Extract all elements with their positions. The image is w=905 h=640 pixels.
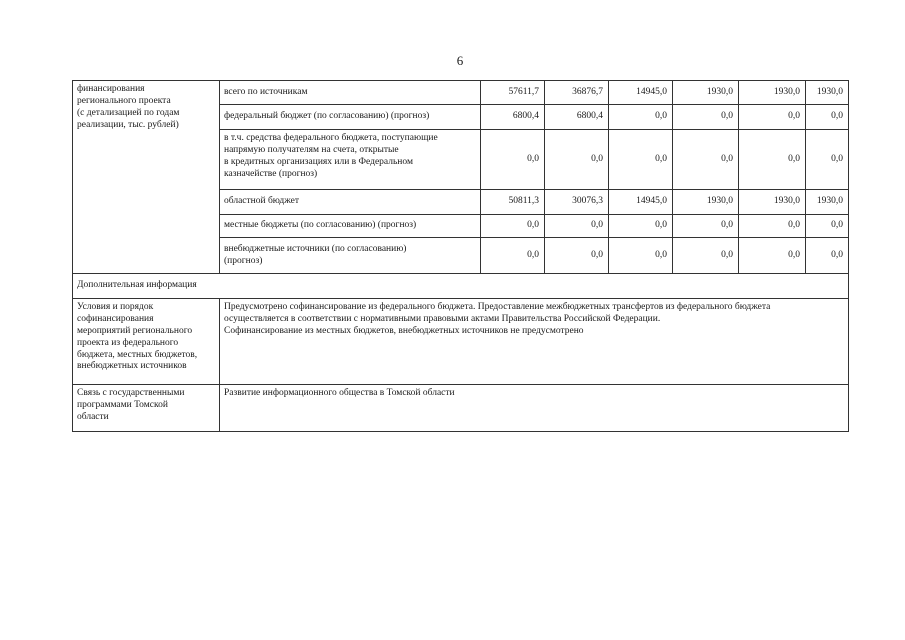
financing-value: 6800,4 (481, 105, 545, 130)
financing-value: 0,0 (545, 130, 609, 190)
financing-source: областной бюджет (220, 190, 481, 215)
conditions-row (73, 299, 849, 385)
financing-value: 0,0 (673, 238, 739, 274)
financing-value: 0,0 (673, 215, 739, 238)
financing-value: 30076,3 (545, 190, 609, 215)
financing-value: 0,0 (739, 105, 806, 130)
financing-value: 14945,0 (609, 190, 673, 215)
financing-value: 0,0 (609, 130, 673, 190)
financing-value: 1930,0 (673, 81, 739, 105)
financing-value: 0,0 (545, 238, 609, 274)
financing-value: 0,0 (673, 105, 739, 130)
financing-value: 0,0 (481, 130, 545, 190)
financing-value: 0,0 (673, 130, 739, 190)
financing-value: 0,0 (806, 238, 849, 274)
financing-value: 0,0 (609, 105, 673, 130)
additional-info-heading: Дополнительная информация (73, 274, 849, 299)
financing-value: 1930,0 (806, 81, 849, 105)
financing-value: 0,0 (545, 215, 609, 238)
financing-value: 0,0 (739, 215, 806, 238)
financing-value: 0,0 (481, 215, 545, 238)
financing-source: федеральный бюджет (по согласованию) (прогноз) (220, 105, 481, 130)
financing-value: 0,0 (806, 130, 849, 190)
page-number: 6 (456, 53, 464, 68)
financing-value: 0,0 (806, 105, 849, 130)
financing-value: 0,0 (739, 130, 806, 190)
financing-source: в т.ч. средства федерального бюджета, поступающие напрямую получателям на счета, открытые в кредитных организациях или в Федеральном казначействе (прогноз) (220, 130, 481, 190)
financing-value: 1930,0 (739, 190, 806, 215)
financing-source: внебюджетные источники (по согласованию) (прогноз) (220, 238, 481, 274)
financing-value: 1930,0 (739, 81, 806, 105)
financing-value: 1930,0 (806, 190, 849, 215)
financing-value: 14945,0 (609, 81, 673, 105)
programs-row (73, 385, 849, 432)
financing-value: 50811,3 (481, 190, 545, 215)
financing-value: 0,0 (609, 215, 673, 238)
programs-label: Связь с государственными программами Томской области (73, 385, 220, 432)
additional-info-row (73, 274, 849, 299)
financing-value: 0,0 (481, 238, 545, 274)
financing-table (72, 80, 849, 432)
financing-value: 36876,7 (545, 81, 609, 105)
financing-value: 1930,0 (673, 190, 739, 215)
programs-text: Развитие информационного общества в Томской области (220, 385, 849, 432)
financing-source: местные бюджеты (по согласованию) (прогноз) (220, 215, 481, 238)
financing-label: финансирования регионального проекта (с детализацией по годам реализации, тыс. рублей) (73, 81, 220, 274)
conditions-text: Предусмотрено софинансирование из федерального бюджета. Предоставление межбюджетных трансфертов из федерального бюджета осуществляется в соответствии с нормативными правовыми актами Правительства Российской Федерации. Софинансирование из местных бюджетов, внебюджетных источников не предусмотрено (220, 299, 849, 385)
financing-value: 0,0 (806, 215, 849, 238)
financing-row-total (73, 81, 849, 105)
financing-value: 0,0 (739, 238, 806, 274)
financing-value: 57611,7 (481, 81, 545, 105)
financing-value: 6800,4 (545, 105, 609, 130)
financing-source: всего по источникам (220, 81, 481, 105)
financing-value: 0,0 (609, 238, 673, 274)
conditions-label: Условия и порядок софинансирования мероприятий регионального проекта из федерального бюджета, местных бюджетов, внебюджетных источников (73, 299, 220, 385)
